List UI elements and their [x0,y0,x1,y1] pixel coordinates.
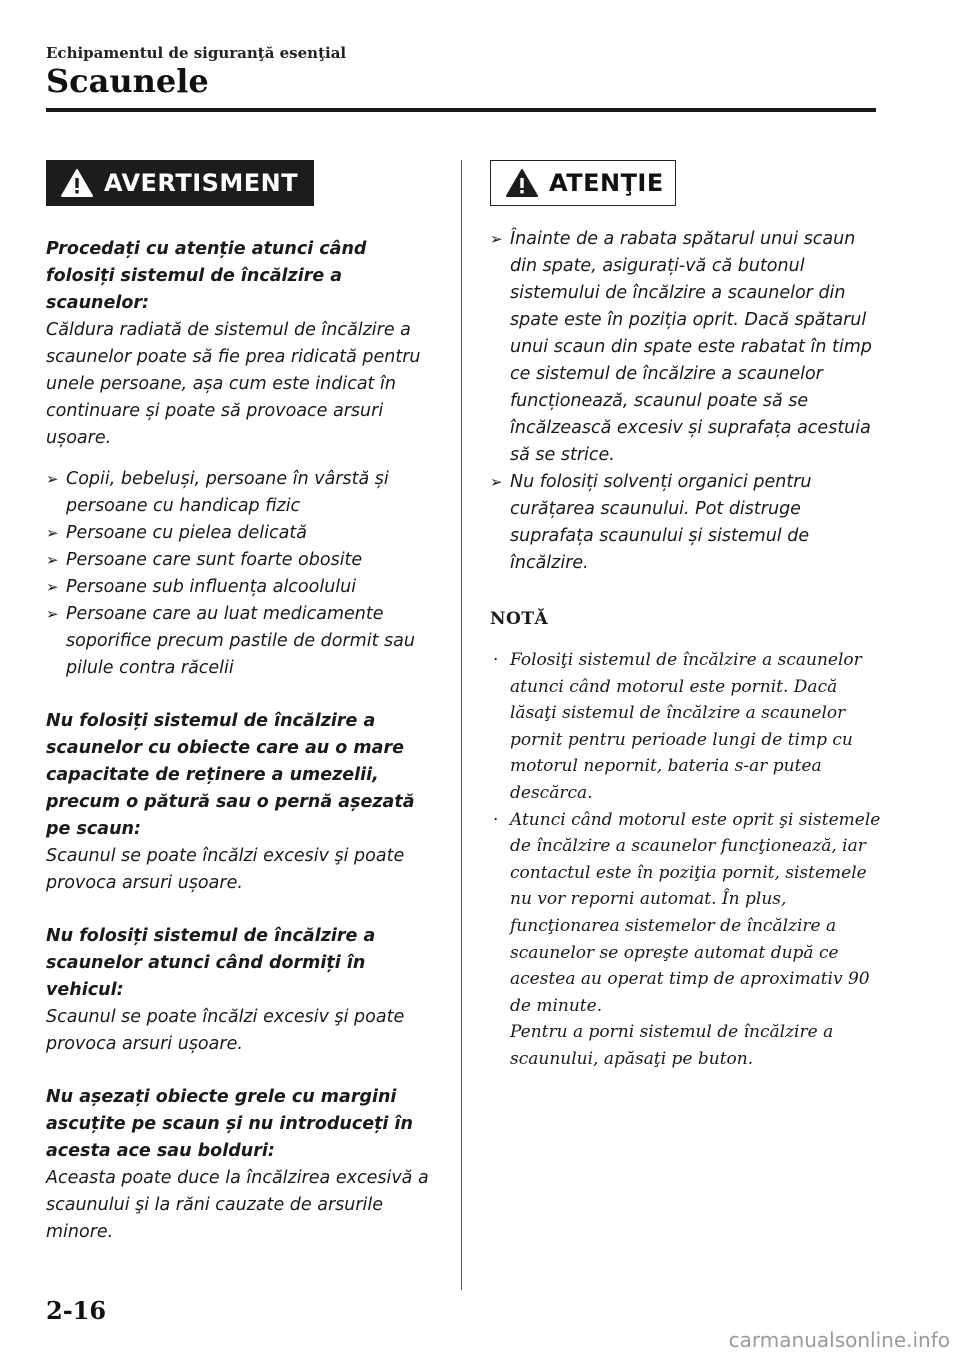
note-continuation: Pentru a porni sistemul de încălzire a scaunului, apăsaţi pe buton. [510,1022,834,1069]
warning-para2-heading: Nu folosiți sistemul de încălzire a scaunelor cu obiecte care au o mare capacitate de reținere a umezelii, precum o pătură sau o pernă așezată pe scaun: [46,711,415,839]
section-label: Echipamentul de siguranţă esenţial [46,44,347,62]
arrow-bullet-icon: ➢ [490,473,503,491]
warning-triangle-icon [505,168,539,198]
warning-column [46,160,438,1246]
list-item: · Atunci când motorul este oprit şi sistemele de încălzire a scaunelor funcţionează, iar contactul este în poziţia pornit, sistemele nu vor reporni automat. În plus, funcţionarea sistemelor de încălzire a scaunelor se opreşte automat după ce acestea au operat timp de aproximativ 90 de minute. Pentru a porni sistemul de încălzire a scaunului, apăsaţi pe buton. [490,807,882,1073]
arrow-bullet-icon: ➢ [490,230,503,248]
warning-bullet-list [46,466,438,682]
caution-column [490,160,882,1073]
list-item: ➢ Înainte de a rabata spătarul unui scaun din spate, asigurați-vă că butonul sistemului de încălzire a scaunelor din spate este în poziția oprit. Dacă spătarul unui scaun din spate este rabatat în timp ce sistemul de încălzire a scaunelor funcționează, scaunul poate să se încălzească excesiv și suprafața acestuia să se strice. [490,226,882,469]
warning-para3-heading: Nu folosiți sistemul de încălzire a scaunelor atunci când dormiți în vehicul: [46,926,376,1000]
note-heading: NOTĂ [490,609,549,629]
warning-triangle-icon [60,168,94,198]
list-item: ➢ Persoane sub influența alcoolului [46,574,438,601]
warning-para1-body: Căldura radiată de sistemul de încălzire a scaunelor poate să fie prea ridicată pentru unele persoane, așa cum este indicat în continuare și poate să provoace arsuri ușoare. [46,320,421,448]
list-item: ➢ Persoane cu pielea delicată [46,520,438,547]
caution-bullet-list [490,226,882,577]
arrow-bullet-icon: ➢ [46,605,59,623]
column-divider [461,160,462,1290]
list-item: ➢ Persoane care sunt foarte obosite [46,547,438,574]
list-item: ➢ Nu folosiți solvenți organici pentru curățarea scaunului. Pot distruge suprafața scaunului și sistemul de încălzire. [490,469,882,577]
arrow-bullet-icon: ➢ [46,470,59,488]
list-item: ➢ Copii, bebeluși, persoane în vârstă și persoane cu handicap fizic [46,466,438,520]
warning-para1-heading: Procedați cu atenție atunci când folosiți sistemul de încălzire a scaunelor: [46,239,367,313]
warning-para2-body: Scaunul se poate încălzi excesiv şi poate provoca arsuri ușoare. [46,846,405,893]
page-number: 2-16 [46,1296,107,1325]
arrow-bullet-icon: ➢ [46,578,59,596]
warning-para4-body: Aceasta poate duce la încălzirea excesivă a scaunului şi la răni cauzate de arsurile minore. [46,1168,429,1242]
arrow-bullet-icon: ➢ [46,524,59,542]
watermark-link[interactable]: carmanualsonline.info [728,1328,950,1352]
note-list [490,647,882,1073]
list-item: · Folosiţi sistemul de încălzire a scaunelor atunci când motorul este pornit. Dacă lăsaţi sistemul de încălzire a scaunelor pornit pentru perioade lungi de timp cu motorul nepornit, bateria s-ar putea descărca. [490,647,882,807]
title-rule [46,108,876,112]
warning-banner [46,160,314,206]
page-title: Scaunele [46,62,209,100]
arrow-bullet-icon: ➢ [46,551,59,569]
caution-label: ATENŢIE [549,169,664,197]
list-item: ➢ Persoane care au luat medicamente soporifice precum pastile de dormit sau pilule contra răcelii [46,601,438,682]
caution-banner [490,160,676,206]
warning-para4-heading: Nu așezați obiecte grele cu margini ascuțite pe scaun și nu introduceți în acesta ace sau bolduri: [46,1087,413,1161]
warning-para3-body: Scaunul se poate încălzi excesiv şi poate provoca arsuri ușoare. [46,1007,405,1054]
dot-bullet-icon: · [493,809,499,830]
warning-label: AVERTISMENT [104,169,299,197]
dot-bullet-icon: · [493,650,499,670]
